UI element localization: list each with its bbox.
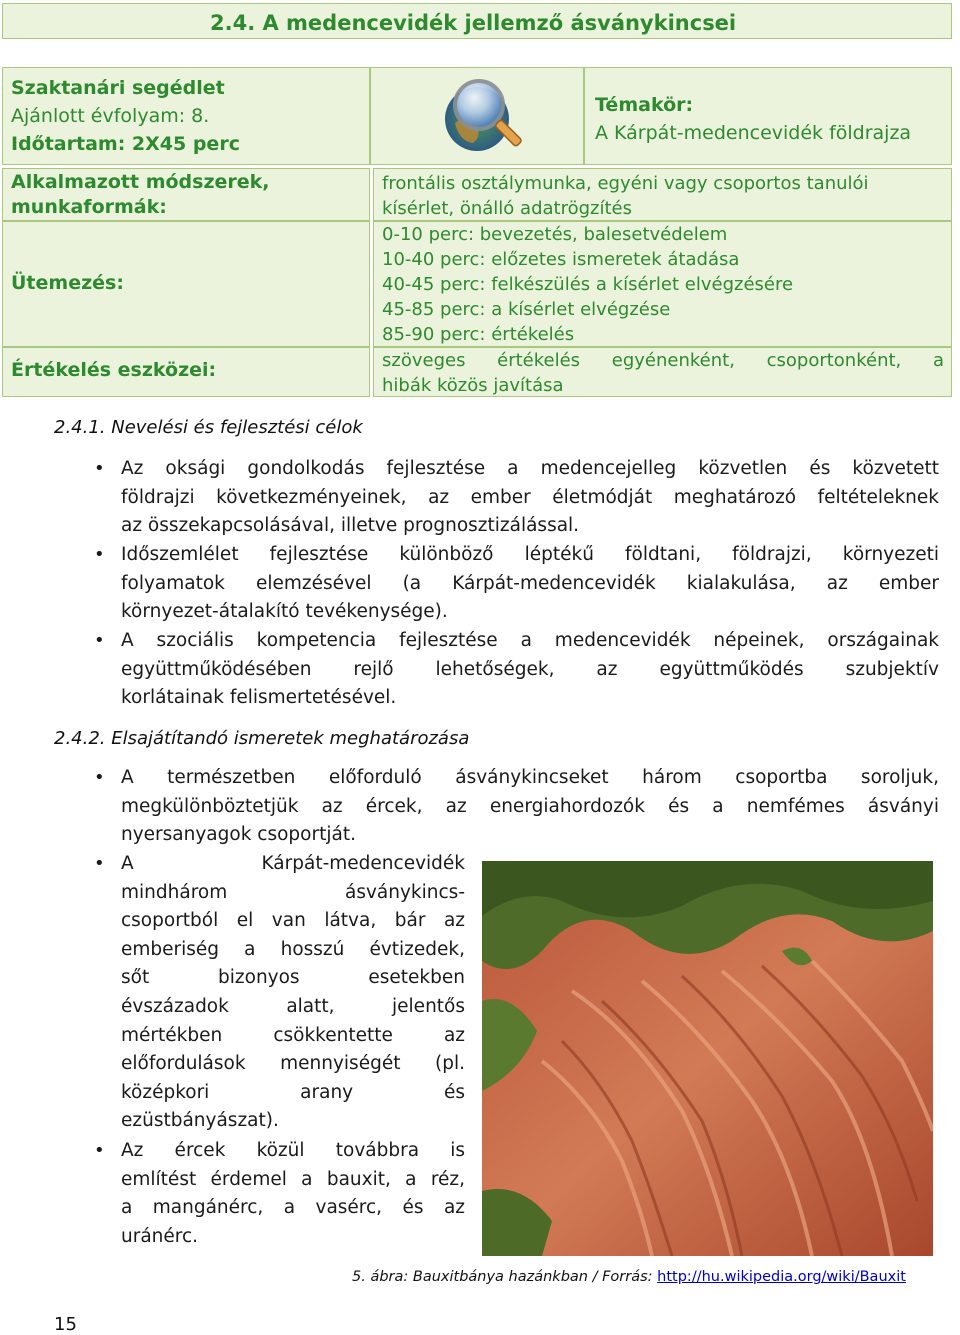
methods-label-cell <box>2 168 370 221</box>
schedule-label-cell <box>2 221 370 347</box>
methods-value-cell <box>373 168 952 221</box>
list-item-line: az összekapcsolásával, illetve prognosztizálással. <box>121 515 580 537</box>
list-item-line: sőt bizonyos esetekben <box>121 967 465 989</box>
list-item-line: • Az ércek közül továbbra is <box>121 1140 465 1161</box>
schedule-label: Ütemezés: <box>11 272 124 294</box>
list-item-line: mértékben csökkentette az <box>121 1024 465 1046</box>
topic-label: Témakör: <box>595 94 694 116</box>
topic-value: A Kárpát-medencevidék földrajza <box>595 122 912 144</box>
section-title-bar <box>2 3 952 39</box>
list-item-line: emberiség a hosszú évtizedek, <box>121 938 465 960</box>
figure-caption <box>352 1269 906 1285</box>
methods-value-line2: kísérlet, önálló adatrögzítés <box>382 198 632 219</box>
source-link[interactable]: http://hu.wikipedia.org/wiki/Bauxit <box>657 1269 906 1285</box>
list-item-line: • Az oksági gondolkodás fejlesztése a medencejelleg közvetlen és közvetett <box>121 458 939 479</box>
subsection-heading-2: 2.4.2. Elsajátítandó ismeretek meghatározása <box>54 728 470 749</box>
list-item-line: csoportból el van látva, bár az <box>121 910 465 932</box>
list-item-line: környezet-átalakító tevékenysége). <box>121 601 448 623</box>
list-item <box>121 541 939 627</box>
list-item-line: nyersanyagok csoportját. <box>121 824 356 846</box>
icon-cell <box>370 67 584 165</box>
guide-title: Szaktanári segédlet <box>11 77 225 99</box>
schedule-item: 40-45 perc: felkészülés a kísérlet elvégzésére <box>382 274 794 295</box>
list-item-line: • A Kárpát-medencevidék <box>121 853 465 874</box>
list-item-line: említést érdemel a bauxit, a réz, <box>121 1168 465 1190</box>
schedule-item: 0-10 perc: bevezetés, balesetvédelem <box>382 224 728 245</box>
list-item-line: együttműködésében rejlő lehetőségek, az együttműködés szubjektív <box>121 658 939 680</box>
grade-text: Ajánlott évfolyam: 8. <box>11 105 210 127</box>
eval-value-cell <box>373 347 952 397</box>
caption-text: 5. ábra: Bauxitbánya hazánkban / Forrás: <box>352 1269 658 1285</box>
guide-cell <box>2 67 370 165</box>
schedule-value-cell <box>373 221 952 347</box>
list-item <box>121 764 939 850</box>
list-item-line: megkülönböztetjük az ércek, az energiahordozók és a nemfémes ásványi <box>121 795 939 817</box>
schedule-item: 10-40 perc: előzetes ismeretek átadása <box>382 249 740 270</box>
eval-label-cell <box>2 347 370 397</box>
list-item-line: ezüstbányászat). <box>121 1110 279 1132</box>
list-item-line: folyamatok elemzésével (a Kárpát-medencevidék kialakulása, az ember <box>121 572 939 594</box>
list-item-line: évszázadok alatt, jelentős <box>121 995 465 1017</box>
list-item-line: korlátainak felismertetésével. <box>121 687 397 709</box>
eval-value-line1: szöveges értékelés egyénenként, csoportonként, a <box>382 350 944 371</box>
list-item-line: uránérc. <box>121 1225 199 1247</box>
list-item-line: • A természetben előforduló ásványkincseket három csoportba soroljuk, <box>121 767 939 788</box>
lesson-info-table <box>2 67 952 397</box>
list-item-line: mindhárom ásványkincs- <box>121 881 465 903</box>
list-item <box>121 850 465 1136</box>
section-title: 2.4. A medencevidék jellemző ásványkincsei <box>210 11 737 35</box>
list-item-line: előfordulások mennyiségét (pl. <box>121 1053 465 1075</box>
methods-label-line1: Alkalmazott módszerek, <box>11 171 270 193</box>
list-item <box>121 455 939 541</box>
list-item-line: • A szociális kompetencia fejlesztése a medencevidék népeinek, országainak <box>121 630 939 651</box>
list-item-line: • Időszemlélet fejlesztése különböző léptékű földtani, földrajzi, környezeti <box>121 544 939 565</box>
duration-text: Időtartam: 2X45 perc <box>11 133 240 155</box>
bauxite-mine-photo <box>482 861 933 1256</box>
list-item-line: a mangánérc, a vasérc, és az <box>121 1197 465 1219</box>
schedule-item: 45-85 perc: a kísérlet elvégzése <box>382 299 671 320</box>
magnifier-globe-icon <box>441 71 531 159</box>
eval-label: Értékelés eszközei: <box>11 359 217 381</box>
list-item <box>121 1137 465 1251</box>
methods-label-line2: munkaformák: <box>11 196 167 218</box>
list-item <box>121 627 939 713</box>
subsection-heading-1: 2.4.1. Nevelési és fejlesztési célok <box>54 417 363 438</box>
list-item-line: földrajzi következményeinek, az ember életmódját meghatározó feltételeknek <box>121 486 939 508</box>
topic-cell <box>584 67 952 165</box>
schedule-item: 85-90 perc: értékelés <box>382 324 575 345</box>
eval-value-line2: hibák közös javítása <box>382 375 564 396</box>
methods-value-line1: frontális osztálymunka, egyéni vagy csoportos tanulói <box>382 173 869 194</box>
list-item-line: középkori arany és <box>121 1081 465 1103</box>
page-number: 15 <box>54 1314 77 1335</box>
